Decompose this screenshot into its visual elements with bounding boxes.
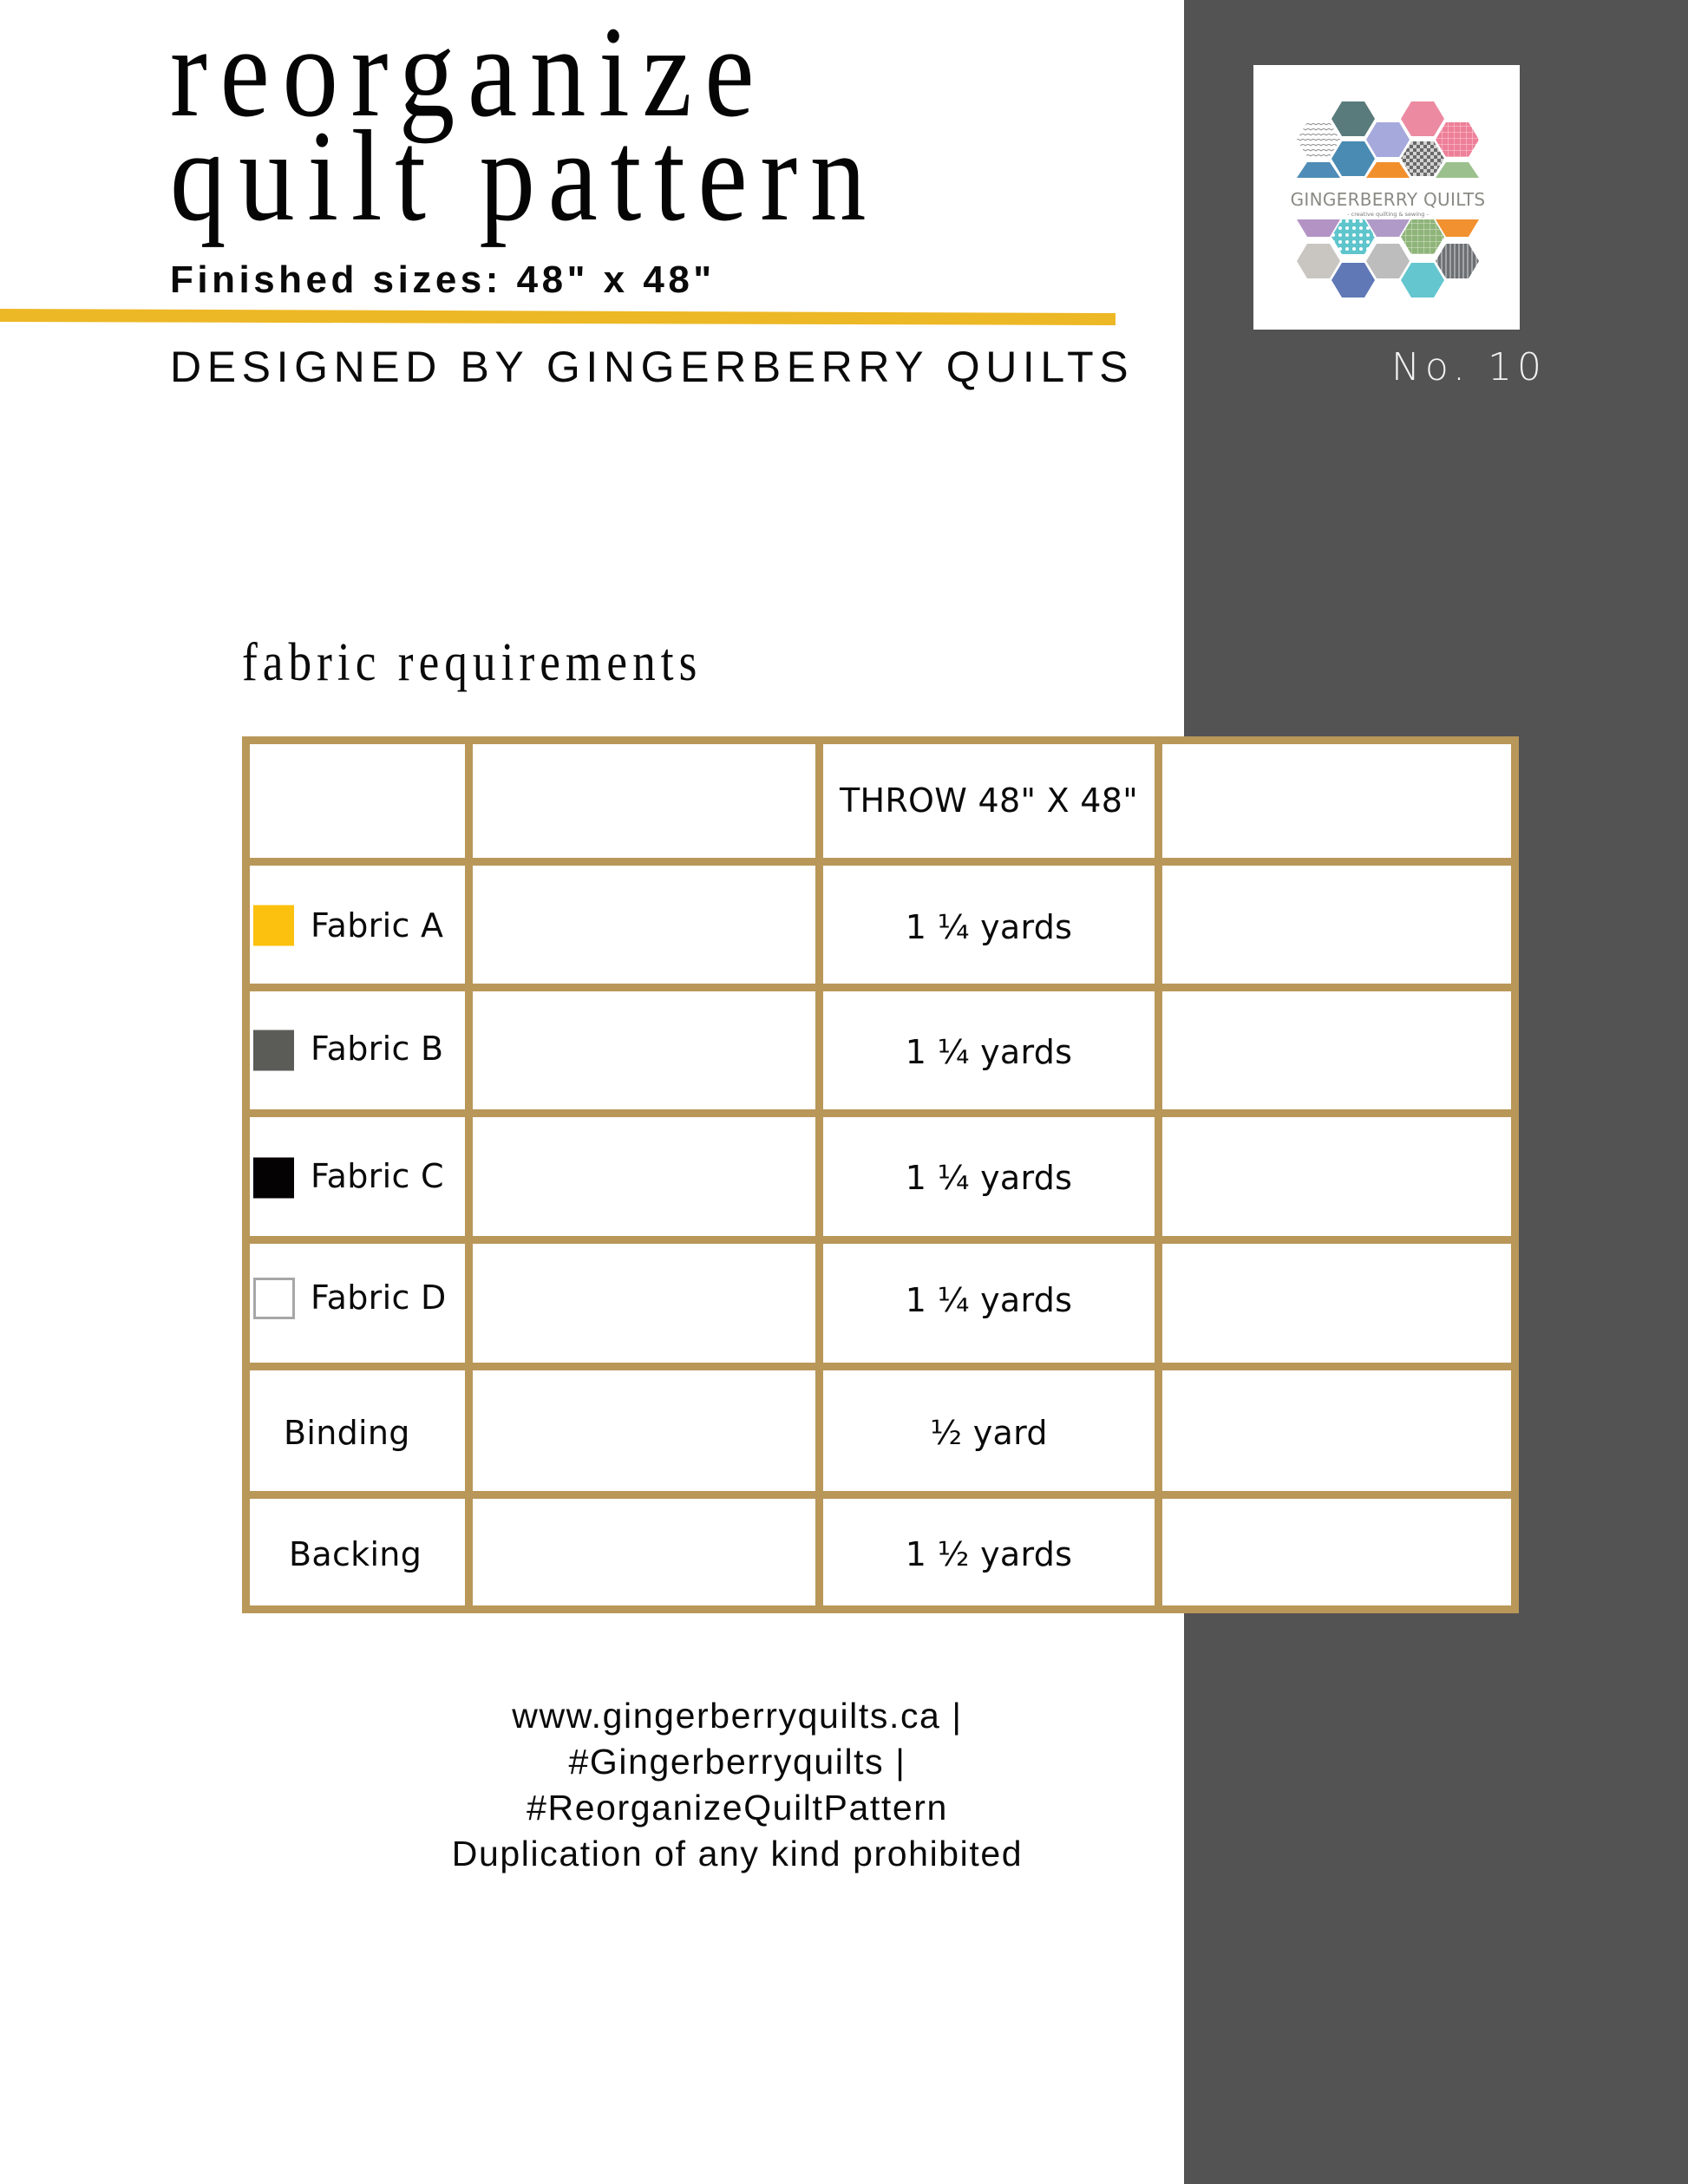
table-border (242, 1109, 1519, 1117)
copyright-notice: Duplication of any kind prohibited (451, 1834, 1024, 1873)
row-amount: 1 ½ yards (905, 1535, 1073, 1573)
svg-text:- creative quilting & sewing -: - creative quilting & sewing - (1347, 211, 1429, 218)
fabric-c-swatch-icon (253, 1158, 294, 1199)
row-amount: 1 ¼ yards (905, 1159, 1073, 1197)
table-border (1155, 736, 1162, 1613)
page-title-line-1: reorganize (170, 0, 768, 144)
fabric-a-swatch-icon (253, 906, 294, 946)
row-label: Fabric A (311, 906, 444, 945)
row-amount: 1 ¼ yards (905, 1033, 1073, 1071)
table-border (242, 1491, 1519, 1499)
table-border (242, 1363, 1519, 1370)
row-amount: 1 ¼ yards (905, 1281, 1073, 1319)
issue-number: No. 10 (1391, 345, 1547, 389)
table-border (815, 736, 823, 1613)
hashtag-pattern: #ReorganizeQuiltPattern (527, 1788, 948, 1828)
row-label: Fabric D (311, 1278, 447, 1317)
table-border (242, 1605, 1519, 1613)
row-label: Binding (284, 1414, 410, 1452)
row-amount: 1 ¼ yards (905, 908, 1073, 946)
fabric-requirements-table (242, 736, 1519, 1613)
designer-credit: DESIGNED BY GINGERBERRY QUILTS (170, 343, 1135, 391)
row-label: Fabric B (311, 1030, 444, 1068)
table-border (242, 858, 1519, 866)
fabric-b-swatch-icon (253, 1030, 294, 1071)
table-border (1511, 736, 1519, 1613)
website-link[interactable]: www.gingerberryquilts.ca | (512, 1696, 963, 1736)
finished-sizes: Finished sizes: 48" x 48" (170, 258, 716, 301)
row-amount: ½ yard (930, 1414, 1048, 1452)
table-border (242, 736, 250, 1613)
svg-text:GINGERBERRY QUILTS: GINGERBERRY QUILTS (1290, 189, 1486, 210)
hashtag-brand: #Gingerberryquilts | (568, 1742, 906, 1782)
footer (286, 1693, 1188, 1877)
row-label: Backing (289, 1535, 422, 1573)
table-border (465, 736, 473, 1613)
fabric-d-swatch-icon (253, 1278, 295, 1319)
hexagon-quilt-logo-icon (1253, 65, 1520, 330)
table-header-throw: THROW 48" X 48" (839, 781, 1139, 820)
table-border (242, 736, 1519, 744)
page-title-line-2: quilt pattern (170, 104, 879, 248)
row-label: Fabric C (311, 1157, 444, 1195)
table-border (242, 984, 1519, 991)
table-border (242, 1236, 1519, 1244)
section-title: fabric requirements (242, 633, 703, 692)
brand-logo (1253, 65, 1520, 330)
accent-divider (0, 308, 1116, 327)
